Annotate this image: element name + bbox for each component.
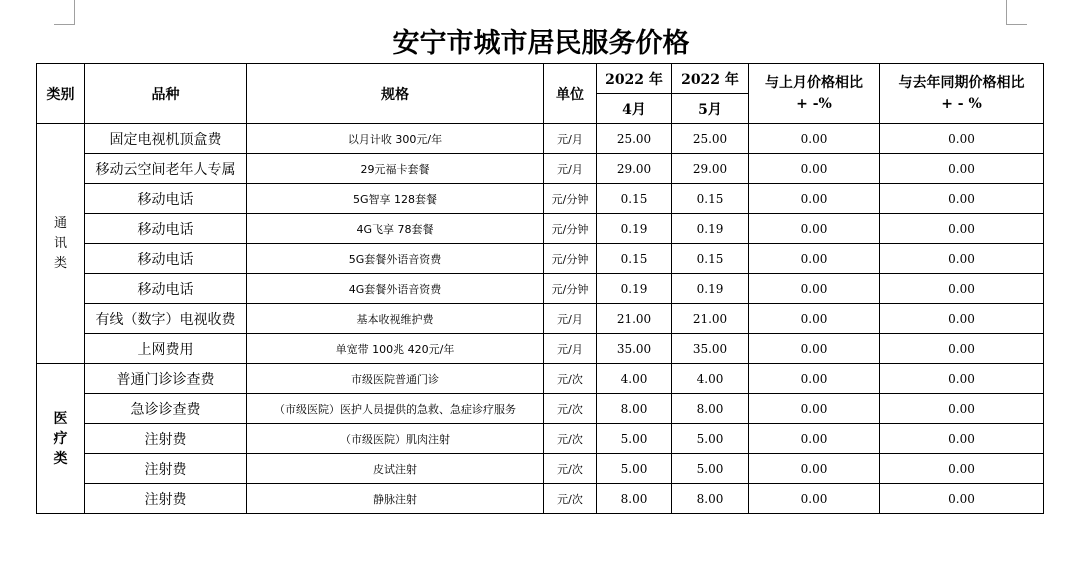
change-year-over-year: 0.00 <box>880 364 1044 394</box>
spec-cell: 4G套餐外语音资费 <box>247 274 544 304</box>
change-year-over-year: 0.00 <box>880 394 1044 424</box>
spec-cell: 皮试注射 <box>247 454 544 484</box>
spec-cell: 4G飞享 78套餐 <box>247 214 544 244</box>
crop-mark-left <box>54 0 75 25</box>
table-row <box>37 184 1044 214</box>
price-table <box>36 63 1044 514</box>
item-name: 移动电话 <box>85 184 247 214</box>
change-month-over-month: 0.00 <box>749 334 880 364</box>
unit-cell: 元/月 <box>544 304 597 334</box>
item-name: 普通门诊诊查费 <box>85 364 247 394</box>
category-label: 通讯类 <box>53 215 67 271</box>
price-april: 21.00 <box>597 304 672 334</box>
price-april: 0.19 <box>597 274 672 304</box>
table-row <box>37 394 1044 424</box>
unit-cell: 元/月 <box>544 124 597 154</box>
table-row <box>37 364 1044 394</box>
item-name: 有线（数字）电视收费 <box>85 304 247 334</box>
spec-cell: 5G套餐外语音资费 <box>247 244 544 274</box>
category-cell <box>37 364 85 514</box>
change-month-over-month: 0.00 <box>749 274 880 304</box>
spec-cell: 市级医院普通门诊 <box>247 364 544 394</box>
price-may: 25.00 <box>672 124 749 154</box>
unit-cell: 元/次 <box>544 394 597 424</box>
change-year-over-year: 0.00 <box>880 454 1044 484</box>
spec-cell: （市级医院）肌肉注射 <box>247 424 544 454</box>
item-name: 移动云空间老年人专属 <box>85 154 247 184</box>
header-spec: 规格 <box>247 64 544 124</box>
table-row <box>37 154 1044 184</box>
price-april: 5.00 <box>597 454 672 484</box>
header-month-april: 4月 <box>597 94 672 124</box>
change-month-over-month: 0.00 <box>749 244 880 274</box>
price-may: 8.00 <box>672 394 749 424</box>
crop-mark-right <box>1006 0 1027 25</box>
price-may: 0.15 <box>672 244 749 274</box>
change-month-over-month: 0.00 <box>749 124 880 154</box>
change-month-over-month: 0.00 <box>749 394 880 424</box>
page-title: 安宁市城市居民服务价格 <box>392 28 690 59</box>
header-category: 类别 <box>37 64 85 124</box>
spec-cell: 以月计收 300元/年 <box>247 124 544 154</box>
header-month-may: 5月 <box>672 94 749 124</box>
change-month-over-month: 0.00 <box>749 484 880 514</box>
item-name: 注射费 <box>85 424 247 454</box>
price-may: 21.00 <box>672 304 749 334</box>
table-row <box>37 274 1044 304</box>
price-april: 5.00 <box>597 424 672 454</box>
header-item: 品种 <box>85 64 247 124</box>
unit-cell: 元/月 <box>544 334 597 364</box>
change-year-over-year: 0.00 <box>880 304 1044 334</box>
spec-cell: 基本收视维护费 <box>247 304 544 334</box>
change-year-over-year: 0.00 <box>880 334 1044 364</box>
price-april: 25.00 <box>597 124 672 154</box>
table-row <box>37 484 1044 514</box>
change-year-over-year: 0.00 <box>880 154 1044 184</box>
change-year-over-year: 0.00 <box>880 214 1044 244</box>
change-year-over-year: 0.00 <box>880 424 1044 454</box>
price-may: 5.00 <box>672 454 749 484</box>
price-may: 0.19 <box>672 214 749 244</box>
change-month-over-month: 0.00 <box>749 364 880 394</box>
unit-cell: 元/分钟 <box>544 214 597 244</box>
change-month-over-month: 0.00 <box>749 454 880 484</box>
item-name: 移动电话 <box>85 274 247 304</box>
price-april: 0.15 <box>597 244 672 274</box>
category-cell <box>37 124 85 364</box>
unit-cell: 元/次 <box>544 454 597 484</box>
unit-cell: 元/分钟 <box>544 244 597 274</box>
unit-cell: 元/月 <box>544 154 597 184</box>
table-row <box>37 454 1044 484</box>
price-may: 0.15 <box>672 184 749 214</box>
header-month-over-month <box>749 64 880 124</box>
item-name: 注射费 <box>85 454 247 484</box>
header-mom-line1: 与上月价格相比 <box>765 74 863 91</box>
table-row <box>37 334 1044 364</box>
price-may: 5.00 <box>672 424 749 454</box>
item-name: 注射费 <box>85 484 247 514</box>
change-month-over-month: 0.00 <box>749 184 880 214</box>
price-april: 8.00 <box>597 394 672 424</box>
price-april: 29.00 <box>597 154 672 184</box>
table-row <box>37 124 1044 154</box>
table-row <box>37 214 1044 244</box>
header-year-april: 2022 年 <box>597 64 672 94</box>
table-body <box>37 124 1044 514</box>
unit-cell: 元/次 <box>544 484 597 514</box>
price-april: 0.15 <box>597 184 672 214</box>
change-month-over-month: 0.00 <box>749 304 880 334</box>
unit-cell: 元/次 <box>544 364 597 394</box>
spec-cell: （市级医院）医护人员提供的急救、急症诊疗服务 <box>247 394 544 424</box>
header-mom-line2: + -% <box>796 95 832 112</box>
table-row <box>37 424 1044 454</box>
change-month-over-month: 0.00 <box>749 154 880 184</box>
price-april: 0.19 <box>597 214 672 244</box>
header-year-may: 2022 年 <box>672 64 749 94</box>
table-row <box>37 304 1044 334</box>
change-year-over-year: 0.00 <box>880 484 1044 514</box>
header-yoy-line1: 与去年同期价格相比 <box>898 74 1025 91</box>
spec-cell: 静脉注射 <box>247 484 544 514</box>
change-month-over-month: 0.00 <box>749 424 880 454</box>
change-year-over-year: 0.00 <box>880 274 1044 304</box>
item-name: 移动电话 <box>85 244 247 274</box>
header-yoy-line2: + - % <box>941 95 982 112</box>
change-year-over-year: 0.00 <box>880 124 1044 154</box>
change-year-over-year: 0.00 <box>880 184 1044 214</box>
category-label: 医疗类 <box>53 410 68 467</box>
price-may: 0.19 <box>672 274 749 304</box>
header-unit: 单位 <box>544 64 597 124</box>
spec-cell: 5G智享 128套餐 <box>247 184 544 214</box>
unit-cell: 元/分钟 <box>544 274 597 304</box>
price-may: 29.00 <box>672 154 749 184</box>
change-year-over-year: 0.00 <box>880 244 1044 274</box>
unit-cell: 元/次 <box>544 424 597 454</box>
unit-cell: 元/分钟 <box>544 184 597 214</box>
price-may: 35.00 <box>672 334 749 364</box>
price-april: 35.00 <box>597 334 672 364</box>
item-name: 急诊诊查费 <box>85 394 247 424</box>
item-name: 上网费用 <box>85 334 247 364</box>
spec-cell: 29元福卡套餐 <box>247 154 544 184</box>
change-month-over-month: 0.00 <box>749 214 880 244</box>
price-april: 4.00 <box>597 364 672 394</box>
spec-cell: 单宽带 100兆 420元/年 <box>247 334 544 364</box>
item-name: 固定电视机顶盒费 <box>85 124 247 154</box>
price-may: 8.00 <box>672 484 749 514</box>
header-year-over-year <box>880 64 1044 124</box>
table-row <box>37 244 1044 274</box>
item-name: 移动电话 <box>85 214 247 244</box>
price-may: 4.00 <box>672 364 749 394</box>
price-april: 8.00 <box>597 484 672 514</box>
